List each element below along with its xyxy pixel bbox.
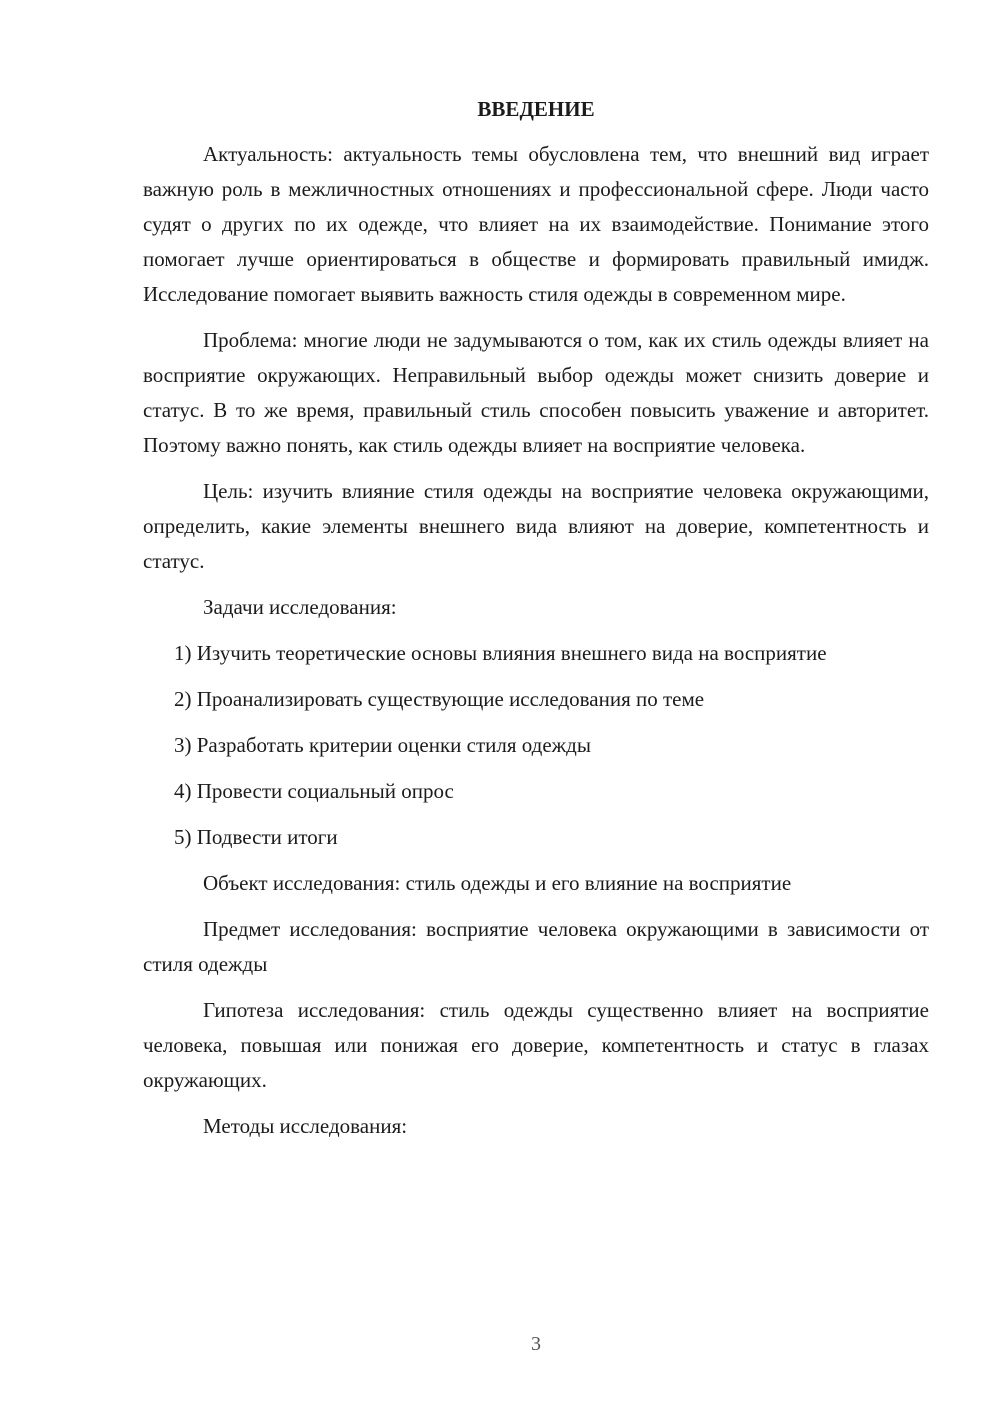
task-item: 4) Провести социальный опрос <box>174 779 454 803</box>
relevance-paragraph: Актуальность: актуальность темы обусловлена тем, что внешний вид играет важную роль в межличностных отношениях и профессиональной сфере. Люди часто судят о других по их одежде, что влияет на их взаимодействие. Понимание этого помогает лучше ориентироваться в обществе и формировать правильный имидж. Исследование помогает выявить важность стиля одежды в современном мире. <box>143 142 929 306</box>
goal-paragraph: Цель: изучить влияние стиля одежды на восприятие человека окружающими, определить, какие элементы внешнего вида влияют на доверие, компетентность и статус. <box>143 479 929 573</box>
object-paragraph: Объект исследования: стиль одежды и его влияние на восприятие <box>203 871 792 895</box>
page-number: 3 <box>531 1333 541 1355</box>
task-item: 2) Проанализировать существующие исследования по теме <box>174 687 705 711</box>
tasks-title: Задачи исследования: <box>203 595 397 619</box>
problem-paragraph: Проблема: многие люди не задумываются о том, как их стиль одежды влияет на восприятие окружающих. Неправильный выбор одежды может снизить доверие и статус. В то же время, правильный стиль способен повысить уважение и авторитет. Поэтому важно понять, как стиль одежды влияет на восприятие человека. <box>143 328 929 457</box>
task-item: 1) Изучить теоретические основы влияния внешнего вида на восприятие <box>174 641 827 665</box>
subject-paragraph: Предмет исследования: восприятие человека окружающими в зависимости от стиля одежды <box>143 917 929 976</box>
task-item: 5) Подвести итоги <box>174 825 338 849</box>
section-heading: ВВЕДЕНИЕ <box>477 97 595 121</box>
task-item: 3) Разработать критерии оценки стиля одежды <box>174 733 591 757</box>
methods-title: Методы исследования: <box>203 1114 408 1138</box>
document-page <box>143 92 929 1155</box>
hypothesis-paragraph: Гипотеза исследования: стиль одежды существенно влияет на восприятие человека, повышая или понижая его доверие, компетентность и статус в глазах окружающих. <box>143 998 929 1092</box>
